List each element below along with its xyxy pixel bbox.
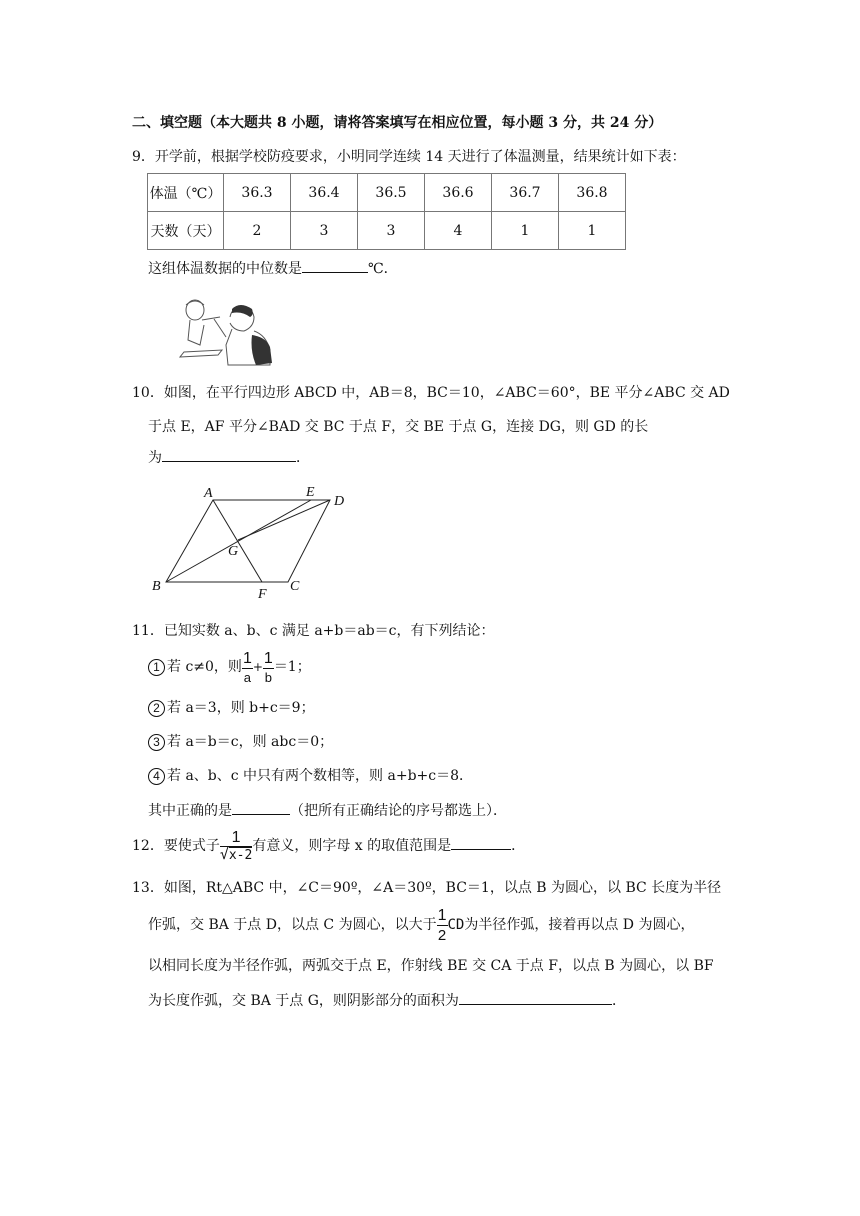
table-cell: 36.8 <box>559 174 626 212</box>
label-c: C <box>290 579 300 594</box>
fraction-1-over-sqrt <box>220 830 253 862</box>
answer-blank[interactable] <box>302 258 368 273</box>
frac-numerator: 1 <box>437 906 447 924</box>
q11-end-line <box>148 800 507 820</box>
table-cell: 1 <box>492 212 559 250</box>
segment-af <box>213 500 262 582</box>
q13-line2-start: 作弧，交 BA 于点 D，以点 C 为圆心，以大于 <box>148 917 437 933</box>
q10-line3 <box>148 447 310 467</box>
table-header-cell: 体温（℃） <box>148 174 224 212</box>
frac-numerator: 1 <box>263 649 273 667</box>
q11-c2-text: 若 a＝3，则 b+c＝9； <box>167 700 315 716</box>
q11-c1-text: 若 c≠0，则 <box>167 659 242 675</box>
label-a: A <box>204 486 213 501</box>
q11-conclusion-3 <box>148 731 333 751</box>
table-cell: 36.7 <box>492 174 559 212</box>
q9-text: 9．开学前，根据学校防疫要求，小明同学连续 14 天进行了体温测量，结果统计如下表： <box>132 149 686 165</box>
table-cell: 36.6 <box>425 174 492 212</box>
answer-blank[interactable] <box>232 800 290 815</box>
q13-line4-suffix: ． <box>611 993 626 1009</box>
q10-line3-suffix: ． <box>296 450 310 466</box>
q11-conclusion-1: 1 若 c≠0，则 $\frac{1}{a}$ + $\frac{1}{b}$ ＝1； <box>148 648 311 686</box>
table-row <box>148 212 626 250</box>
circled-number-4: 4 <box>148 768 165 785</box>
table-cell: 1 <box>559 212 626 250</box>
segment-gd <box>238 500 330 540</box>
label-g: G <box>228 544 239 559</box>
q11-c1-end: ＝1； <box>273 659 311 675</box>
label-d: D <box>334 494 345 509</box>
answer-blank[interactable] <box>459 990 612 1005</box>
q10-line3-prefix: 为 <box>148 450 162 466</box>
table-cell: 36.4 <box>291 174 358 212</box>
table-row <box>148 174 626 212</box>
answer-blank[interactable] <box>162 447 296 462</box>
frac-denominator: a <box>243 669 251 685</box>
parallelogram-abcd <box>166 500 330 582</box>
frac-denominator: 2 <box>437 926 447 944</box>
circled-number-1: 1 <box>148 659 165 676</box>
answer-blank[interactable] <box>451 835 511 850</box>
q11-end-prefix: 其中正确的是 <box>148 803 232 819</box>
frac-numerator: 1 <box>220 830 253 847</box>
fraction-1-over-a <box>242 651 253 684</box>
label-f: F <box>258 587 267 602</box>
q10-line2: 于点 E，AF 平分∠BAD 交 BC 于点 F，交 BE 于点 G，连接 DG，则 GD 的长 <box>148 419 649 435</box>
sqrt-radicand: x-2 <box>228 848 253 863</box>
q13-line4 <box>148 990 626 1010</box>
q10-line1: 10．如图，在平行四边形 ABCD 中，AB＝8，BC＝10，∠ABC＝60°，BE 平分∠ABC 交 AD <box>132 385 730 401</box>
circled-number-3: 3 <box>148 734 165 751</box>
frac-denominator: b <box>264 669 272 685</box>
q11-intro: 11．已知实数 a、b、c 满足 a+b＝ab＝c，有下列结论： <box>132 623 495 639</box>
q12-middle: 有意义，则字母 x 的取值范围是 <box>252 838 452 854</box>
table-cell: 36.3 <box>224 174 291 212</box>
q9-answer-prefix: 这组体温数据的中位数是 <box>148 261 302 277</box>
section-title: 二、填空题（本大题共 8 小题，请将答案填写在相应位置，每小题 3 分，共 24 分） <box>132 115 663 131</box>
sqrt-denominator: √x-2 <box>219 845 253 863</box>
temperature-table <box>147 173 626 250</box>
table-cell: 2 <box>224 212 291 250</box>
label-e: E <box>306 485 315 500</box>
table-cell: 3 <box>291 212 358 250</box>
q12-prefix: 12．要使式子 <box>132 838 220 854</box>
q13-line1: 13．如图，Rt△ABC 中，∠C＝90º，∠A＝30º，BC＝1，以点 B 为圆心，以 BC 长度为半径 <box>132 880 722 896</box>
table-header-cell: 天数（天） <box>148 212 224 250</box>
q9-answer-suffix: ℃． <box>368 261 398 277</box>
circled-number-2: 2 <box>148 700 165 717</box>
table-cell: 36.5 <box>358 174 425 212</box>
q13-line3: 以相同长度为半径作弧，两弧交于点 E，作射线 BE 交 CA 于点 F，以点 B 为圆心，以 BF <box>148 958 714 974</box>
q13-line4-prefix: 为长度作弧，交 BA 于点 G，则阴影部分的面积为 <box>148 993 459 1009</box>
temperature-check-illustration <box>170 295 280 370</box>
q9-answer-line <box>148 258 398 278</box>
fraction-one-half <box>437 908 448 943</box>
table-cell: 3 <box>358 212 425 250</box>
q11-conclusion-2 <box>148 697 315 717</box>
fraction-1-over-b <box>263 651 274 684</box>
segment-be <box>166 500 311 582</box>
frac-numerator: 1 <box>242 649 252 667</box>
q11-conclusion-4 <box>148 765 473 785</box>
q11-c3-text: 若 a＝b＝c，则 abc＝0； <box>167 734 334 750</box>
q12-line <box>132 826 525 866</box>
label-b: B <box>152 579 161 594</box>
q11-end-suffix: （把所有正确结论的序号都选上）． <box>290 803 507 819</box>
q11-c4-text: 若 a、b、c 中只有两个数相等，则 a+b+c＝8． <box>167 768 474 784</box>
q13-line2-end: 为半径作弧，接着再以点 D 为圆心， <box>464 917 695 933</box>
q13-line2 <box>148 906 694 944</box>
cd-variable: CD <box>447 917 465 933</box>
parallelogram-figure <box>140 480 360 605</box>
q12-suffix: ． <box>511 838 526 854</box>
table-cell: 4 <box>425 212 492 250</box>
